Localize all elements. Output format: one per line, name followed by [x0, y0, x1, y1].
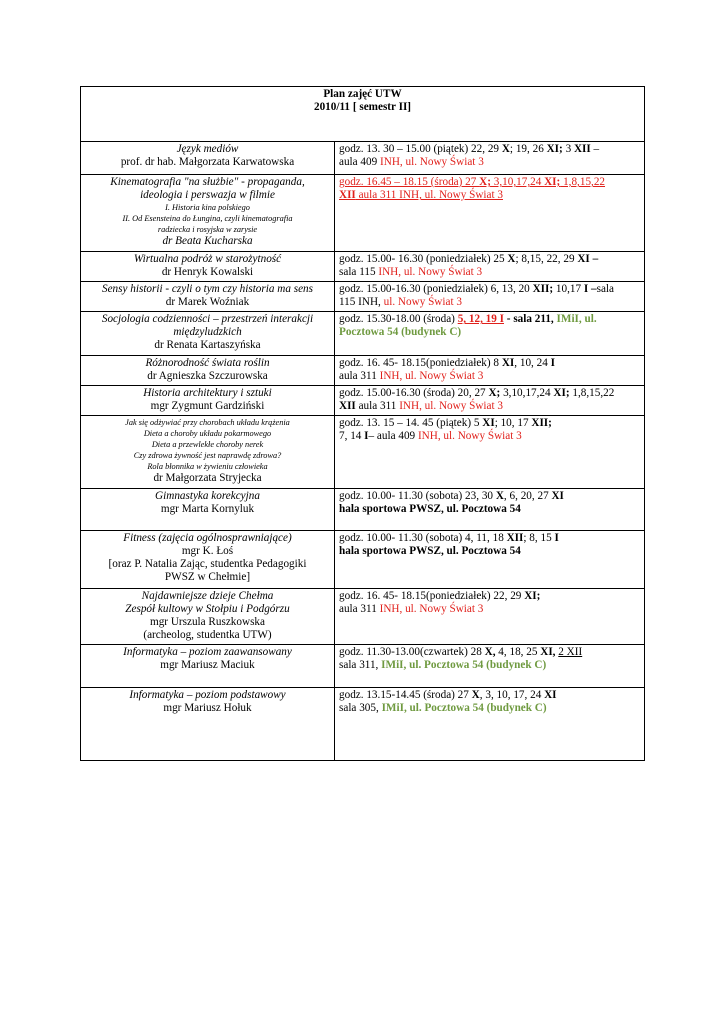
course-title: Historia architektury i sztuki [143, 387, 272, 399]
course-cell [81, 356, 335, 386]
table-row [81, 589, 645, 645]
course-cell [81, 589, 335, 645]
course-title: Socjologia codzienności – przestrzeń interakcji [101, 313, 314, 325]
lecturer-name: dr Agnieszka Szczurowska [147, 370, 268, 382]
course-cell [81, 142, 335, 175]
assistant-note-line2: PWSZ w Chełmie] [164, 571, 251, 583]
table-row [81, 645, 645, 688]
table-header [81, 87, 645, 142]
table-row [81, 531, 645, 589]
course-topic: II. Od Esensteina do Łungina, czyli kinematografia [122, 214, 293, 223]
course-title: Gimnastyka korekcyjna [155, 490, 260, 502]
schedule-cell [335, 589, 645, 645]
schedule-table [80, 86, 645, 761]
schedule-text: godz. 16. 45- 18.15(poniedziałek) 8 XI, 10, 24 I [339, 357, 555, 369]
schedule-location: sala 115 INH, ul. Nowy Świat 3 [339, 266, 483, 278]
table-row [81, 416, 645, 489]
schedule-cell [335, 645, 645, 688]
schedule-cell [335, 688, 645, 761]
schedule-cell [335, 489, 645, 531]
schedule-location: XII aula 311 INH, ul. Nowy Świat 3 [339, 400, 503, 412]
course-topic: Jak się odżywiać przy chorobach układu krążenia [125, 418, 290, 427]
schedule-cell [335, 282, 645, 312]
schedule-location: aula 311 INH, ul. Nowy Świat 3 [339, 370, 484, 382]
lecturer-note: (archeolog, studentka UTW) [143, 629, 272, 641]
table-row [81, 142, 645, 175]
lecturer-name: prof. dr hab. Małgorzata Karwatowska [120, 156, 295, 168]
course-topic: I. Historia kina polskiego [165, 203, 250, 212]
course-cell [81, 175, 335, 252]
table-header-row [81, 87, 645, 142]
schedule-text: godz. 13.15-14.45 (środa) 27 X, 3, 10, 17, 24 XI [339, 689, 557, 701]
course-title: Język mediów [176, 143, 239, 155]
course-topic: Rola błonnika w żywieniu człowieka [147, 462, 268, 471]
table-row [81, 356, 645, 386]
schedule-location: XII aula 311 INH, ul. Nowy Świat 3 [339, 189, 503, 201]
document-subtitle: 2010/11 [ semestr II] [313, 101, 412, 113]
schedule-text: godz. 10.00- 11.30 (sobota) 23, 30 X, 6, 20, 27 XI [339, 490, 564, 502]
lecturer-name: mgr Urszula Ruszkowska [150, 616, 265, 628]
course-cell [81, 416, 335, 489]
course-cell [81, 688, 335, 761]
schedule-location: aula 409 INH, ul. Nowy Świat 3 [339, 156, 484, 168]
course-title: Fitness (zajęcia ogólnosprawniające) [123, 532, 292, 544]
schedule-location: aula 311 INH, ul. Nowy Świat 3 [339, 603, 484, 615]
table-row [81, 386, 645, 416]
course-cell [81, 312, 335, 356]
course-title-line2: Zespół kultowy w Stołpiu i Podgórzu [125, 603, 290, 615]
schedule-text: godz. 10.00- 11.30 (sobota) 4, 11, 18 XII; 8, 15 I [339, 532, 559, 544]
schedule-cell [335, 531, 645, 589]
lecturer-name: mgr Mariusz Maciuk [160, 659, 255, 671]
schedule-location: hala sportowa PWSZ, ul. Pocztowa 54 [339, 503, 521, 515]
course-title-line2: międzyludzkich [173, 326, 242, 338]
course-title: Informatyka – poziom podstawowy [129, 689, 286, 701]
schedule-text: godz. 16.45 – 18.15 (środa) 27 X; 3,10,17,24 XI; 1,8,15,22 [339, 176, 606, 188]
schedule-text: godz. 16. 45- 18.15(poniedziałek) 22, 29 XI; [339, 590, 541, 602]
table-row [81, 688, 645, 761]
table-row [81, 312, 645, 356]
schedule-location: Pocztowa 54 (budynek C) [339, 326, 462, 338]
lecturer-name: mgr K. Łoś [181, 545, 234, 557]
course-topic: Czy zdrowa żywność jest naprawdę zdrowa? [133, 451, 282, 460]
schedule-cell [335, 356, 645, 386]
table-row [81, 175, 645, 252]
lecturer-name: dr Henryk Kowalski [161, 266, 254, 278]
lecturer-name: dr Beata Kucharska [162, 235, 253, 247]
course-title-line2: ideologia i perswazja w filmie [140, 189, 275, 201]
table-row [81, 282, 645, 312]
course-topic: radziecka i rosyjska w zarysie [157, 225, 258, 234]
course-title: Wirtualna podróż w starożytność [133, 253, 282, 265]
course-title: Kinematografia "na służbie" - propaganda, [110, 176, 305, 188]
course-topic: Dieta a przewlekłe choroby nerek [151, 440, 264, 449]
schedule-text: godz. 15.30-18.00 (środa) 5, 12, 19 I - sala 211, IMiI, ul. [339, 313, 597, 325]
schedule-location: 115 INH, ul. Nowy Świat 3 [339, 296, 462, 308]
course-cell [81, 252, 335, 282]
schedule-cell [335, 142, 645, 175]
course-title: Sensy historii - czyli o tym czy historia ma sens [102, 283, 313, 295]
schedule-location: sala 305, IMiI, ul. Pocztowa 54 (budynek C) [339, 702, 547, 714]
schedule-cell [335, 416, 645, 489]
schedule-location: hala sportowa PWSZ, ul. Pocztowa 54 [339, 545, 521, 557]
schedule-location: sala 311, IMiI, ul. Pocztowa 54 (budynek C) [339, 659, 547, 671]
course-title: Różnorodność świata roślin [145, 357, 270, 369]
lecturer-name: dr Małgorzata Stryjecka [153, 472, 262, 484]
schedule-text: godz. 13. 30 – 15.00 (piątek) 22, 29 X; 19, 26 XI; 3 XII – [339, 143, 600, 155]
schedule-cell [335, 175, 645, 252]
schedule-text: godz. 15.00- 16.30 (poniedziałek) 25 X; 8,15, 22, 29 XI – [339, 253, 599, 265]
assistant-note: [oraz P. Natalia Zając, studentka Pedagogiki [108, 558, 307, 570]
schedule-text: godz. 13. 15 – 14. 45 (piątek) 5 XI; 10, 17 XII; [339, 417, 552, 429]
schedule-text: godz. 11.30-13.00(czwartek) 28 X, 4, 18, 25 XI, 2 XII [339, 646, 583, 658]
course-cell [81, 282, 335, 312]
table-row [81, 252, 645, 282]
lecturer-name: mgr Mariusz Hołuk [163, 702, 252, 714]
lecturer-name: mgr Marta Kornyluk [160, 503, 255, 515]
lecturer-name: dr Marek Woźniak [165, 296, 250, 308]
schedule-location: 7, 14 I– aula 409 INH, ul. Nowy Świat 3 [339, 430, 522, 442]
course-cell [81, 386, 335, 416]
schedule-text: godz. 15.00-16.30 (poniedziałek) 6, 13, 20 XII; 10,17 I –sala [339, 283, 615, 295]
schedule-cell [335, 386, 645, 416]
lecturer-name: dr Renata Kartaszyńska [154, 339, 261, 351]
schedule-text: godz. 15.00-16.30 (środa) 20, 27 X; 3,10,17,24 XI; 1,8,15,22 [339, 387, 615, 399]
course-cell [81, 531, 335, 589]
schedule-cell [335, 312, 645, 356]
course-title: Informatyka – poziom zaawansowany [123, 646, 292, 658]
document-title: Plan zajęć UTW [323, 88, 402, 100]
course-title: Najdawniejsze dzieje Chełma [141, 590, 274, 602]
course-topic: Dieta a choroby układu pokarmowego [143, 429, 272, 438]
table-row [81, 489, 645, 531]
lecturer-name: mgr Zygmunt Gardziński [150, 400, 265, 412]
course-cell [81, 489, 335, 531]
schedule-cell [335, 252, 645, 282]
course-cell [81, 645, 335, 688]
